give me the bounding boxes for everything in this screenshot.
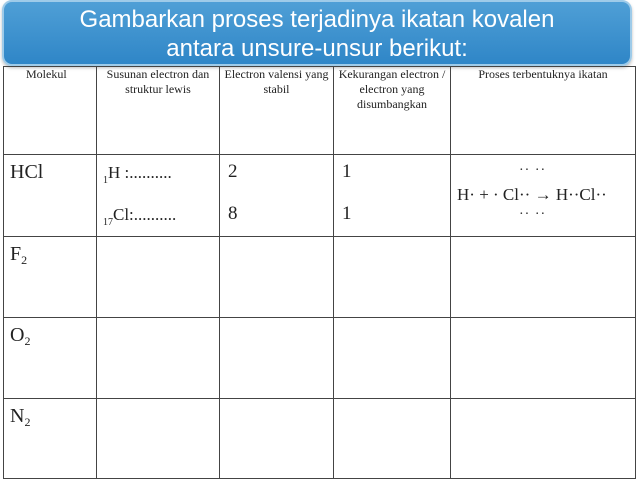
title-banner	[2, 0, 632, 66]
cell-molecule-hcl	[4, 155, 97, 237]
cell-proses-n2	[451, 399, 636, 479]
cell-valensi-n2	[220, 399, 334, 479]
cell-kekurangan-hcl	[334, 155, 451, 237]
kekurangan-cl: 1	[342, 203, 352, 224]
cell-susunan-o2	[97, 318, 220, 399]
header-proses-ikatan: Proses terbentuknya ikatan	[451, 67, 636, 155]
title-line-1: Gambarkan proses terjadinya ikatan kovalen	[79, 6, 555, 33]
header-electron-valensi: Electron valensi yang stabil	[220, 67, 334, 155]
molecule-label-hcl: HCl	[10, 161, 44, 183]
susunan-h: $_1$H :..........	[103, 163, 172, 186]
cell-molecule-o2	[4, 318, 97, 399]
cell-valensi-f2	[220, 237, 334, 318]
title-line-2: antara unsure-unsur berikut:	[166, 35, 468, 62]
header-kekurangan-electron: Kekurangan electron / electron yang disumbangkan	[334, 67, 451, 155]
molecule-label-o2: $O_2$	[10, 324, 31, 348]
cell-susunan-f2	[97, 237, 220, 318]
cell-valensi-o2	[220, 318, 334, 399]
lewis-equation: H· + · Cl·· → H··Cl··	[457, 185, 607, 204]
cell-kekurangan-n2	[334, 399, 451, 479]
covalent-bond-worksheet-table	[3, 66, 636, 479]
molecule-label-n2: $N_2$	[10, 405, 31, 429]
table-row-f2	[4, 237, 636, 318]
cell-molecule-f2	[4, 237, 97, 318]
cell-kekurangan-f2	[334, 237, 451, 318]
valensi-h: 2	[228, 161, 238, 182]
cell-proses-f2	[451, 237, 636, 318]
cell-proses-o2	[451, 318, 636, 399]
susunan-cl: $_{17}$Cl:..........	[103, 205, 177, 228]
table-row-n2	[4, 399, 636, 479]
cell-proses-hcl	[451, 155, 636, 237]
lewis-dots-bottom: ·· ··	[519, 207, 547, 222]
table-row-o2	[4, 318, 636, 399]
cell-kekurangan-o2	[334, 318, 451, 399]
valensi-cl: 8	[228, 203, 238, 224]
cell-molecule-n2	[4, 399, 97, 479]
lewis-dots-top: ·· ··	[519, 163, 547, 178]
header-susunan-electron: Susunan electron dan struktur lewis	[97, 67, 220, 155]
cell-valensi-hcl	[220, 155, 334, 237]
header-row	[4, 67, 636, 155]
cell-susunan-n2	[97, 399, 220, 479]
table-row-hcl	[4, 155, 636, 237]
kekurangan-h: 1	[342, 161, 352, 182]
cell-susunan-hcl	[97, 155, 220, 237]
header-molekul: Molekul	[4, 67, 97, 155]
molecule-label-f2: $F_2$	[10, 243, 28, 267]
